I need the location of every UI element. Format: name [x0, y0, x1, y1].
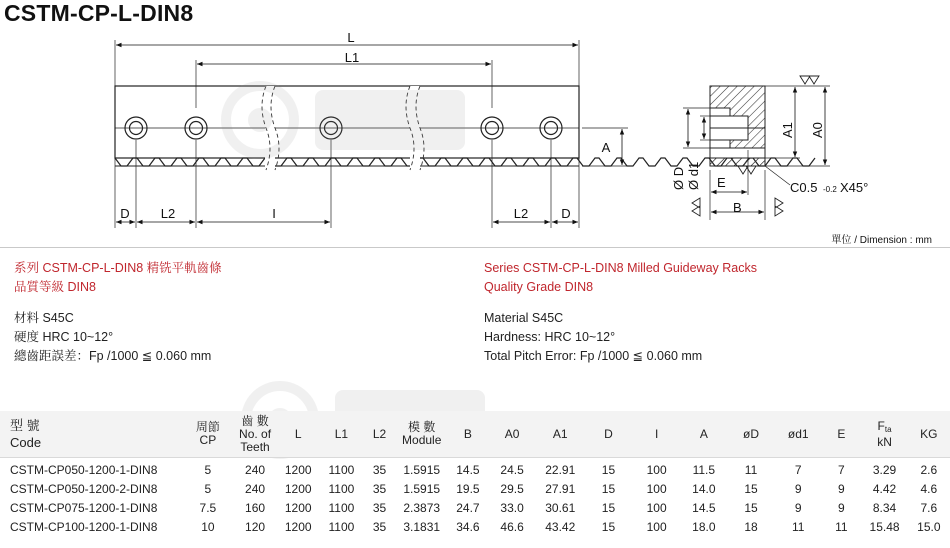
table-cell: 1200	[277, 458, 319, 480]
table-cell: 9	[838, 481, 845, 496]
pitch-error-en: Total Pitch Error: Fp /1000 ≦ 0.060 mm	[484, 349, 703, 363]
table-cell: 11	[835, 519, 848, 534]
table-cell: 35	[372, 481, 387, 496]
table-cell: 240	[245, 481, 266, 496]
table-cell: 43.42	[545, 519, 576, 534]
chamfer-angle: X45°	[840, 180, 869, 195]
col-code: 型 號 Code	[10, 418, 42, 450]
dim-label-L1: L1	[344, 50, 360, 65]
hardness-en: Hardness: HRC 10~12°	[484, 330, 616, 344]
table-header-row	[0, 411, 950, 458]
dim-label-phid1: Ø d1	[686, 161, 701, 190]
table-cell: 22.91	[536, 458, 584, 480]
table-row	[0, 517, 950, 536]
col-phiD: øD	[743, 426, 760, 441]
col-KG: KG	[920, 426, 938, 441]
table-cell: 3.29	[861, 458, 907, 480]
dimension-note: 單位 / Dimension : mm	[831, 235, 932, 246]
col-L1: L1	[334, 426, 349, 441]
series-title-en: Series CSTM-CP-L-DIN8 Milled Guideway Racks	[484, 261, 757, 275]
table-cell: 5	[204, 481, 212, 496]
table-cell: 1200	[284, 519, 312, 534]
table-cell: 27.91	[545, 481, 576, 496]
table-cell: 24.7	[456, 500, 480, 515]
col-cp: 周節 CP	[195, 420, 220, 447]
table-cell: 160	[245, 500, 266, 515]
table-cell: 5	[183, 458, 233, 480]
col-A0: A0	[504, 426, 520, 441]
table-cell: 3.1831	[403, 519, 441, 534]
table-row	[0, 498, 950, 517]
quality-grade-cn: 品質等級 DIN8	[14, 280, 96, 294]
table-cell: 15	[601, 481, 616, 496]
table-cell: 35	[372, 500, 387, 515]
table-cell: 14.5	[448, 458, 488, 480]
table-cell: 11	[791, 519, 805, 534]
section-divider	[0, 247, 950, 248]
table-cell: 30.61	[545, 500, 576, 515]
hardness-cn: 硬度 HRC 10~12°	[14, 330, 114, 344]
table-cell: 1100	[328, 519, 355, 534]
dim-label-A: A	[601, 140, 611, 155]
table-cell: 29.5	[500, 481, 524, 496]
col-E: E	[837, 426, 846, 441]
pitch-error-cn: 總齒距誤差：Fp /1000 ≦ 0.060 mm	[14, 349, 212, 363]
table-cell: 33.0	[500, 500, 524, 515]
table-cell: 100	[633, 458, 681, 480]
technical-drawing	[0, 0, 950, 245]
material-en: Material S45C	[484, 311, 564, 325]
table-cell: 35	[363, 458, 395, 480]
dim-label-L: L	[347, 30, 355, 45]
table-cell: 15	[744, 500, 758, 515]
table-cell: 14.0	[692, 481, 716, 496]
col-D: D	[604, 426, 613, 441]
table-cell: 15	[584, 458, 632, 480]
table-cell: 15.0	[917, 519, 941, 534]
row-code-cell: CSTM-CP050-1200-2-DIN8	[10, 481, 158, 496]
table-cell: 1200	[284, 500, 312, 515]
col-A: A	[699, 426, 708, 441]
table-cell: 18	[744, 519, 758, 534]
table-cell: 10	[201, 519, 215, 534]
col-phid1: ød1	[787, 426, 809, 441]
description-chinese	[14, 259, 222, 366]
table-cell: 19.5	[456, 481, 480, 496]
dim-label-D-left: D	[120, 206, 130, 221]
series-title-cn: 系列 CSTM-CP-L-DIN8 精铣平軌齒條	[14, 261, 222, 275]
chamfer-tolerance: -0.2	[823, 185, 837, 194]
table-cell: 24.5	[488, 458, 536, 480]
col-L: L	[294, 426, 302, 441]
table-cell: 15	[601, 519, 616, 534]
table-cell: 120	[245, 519, 266, 534]
table-cell: 34.6	[456, 519, 480, 534]
chamfer-label: C0.5	[790, 180, 818, 195]
table-cell: 2.6	[908, 458, 950, 480]
table-cell: 1.5915	[396, 458, 448, 480]
table-cell: 14.5	[692, 500, 716, 515]
table-cell: 1100	[319, 458, 363, 480]
table-cell: 7	[775, 458, 821, 480]
dim-label-A1: A1	[780, 122, 795, 138]
dim-label-E: E	[717, 175, 726, 190]
dim-label-A0: A0	[810, 122, 825, 138]
table-cell: 1100	[328, 500, 355, 515]
col-teeth: 齒 數 No. of Teeth	[239, 413, 272, 454]
table-cell: 15.48	[869, 519, 900, 534]
table-cell: 15	[744, 481, 758, 496]
dim-label-D-right: D	[561, 206, 571, 221]
col-B: B	[463, 426, 472, 441]
table-cell: 2.3873	[403, 500, 441, 515]
table-cell: 4.42	[872, 481, 897, 496]
table-cell: 18.0	[692, 519, 716, 534]
row-code-cell: CSTM-CP050-1200-1-DIN8	[0, 458, 183, 480]
rack-section-view	[710, 86, 765, 166]
table-cell: 15	[601, 500, 616, 515]
table-cell: 1100	[328, 481, 355, 496]
table-cell: 100	[646, 500, 667, 515]
table-cell: 7.5	[199, 500, 217, 515]
dim-label-phiD: Ø D	[671, 166, 686, 190]
table-cell: 4.6	[920, 481, 938, 496]
row-code-cell: CSTM-CP075-1200-1-DIN8	[10, 500, 158, 515]
table-cell: 7.6	[920, 500, 938, 515]
quality-grade-en: Quality Grade DIN8	[484, 280, 594, 294]
dim-label-I: I	[272, 206, 276, 221]
table-cell: 7	[821, 458, 861, 480]
table-cell: 9	[838, 500, 845, 515]
table-cell: 100	[646, 481, 667, 496]
page-title: CSTM-CP-L-DIN8	[4, 0, 194, 26]
table-cell: 11	[727, 458, 775, 480]
material-cn: 材料 S45C	[14, 311, 74, 325]
table-row	[0, 458, 950, 480]
col-module: 模 數 Module	[402, 420, 442, 447]
specification-table	[0, 411, 950, 536]
row-code-cell: CSTM-CP100-1200-1-DIN8	[10, 519, 158, 534]
table-cell: 11.5	[681, 458, 727, 480]
table-cell: 1.5915	[403, 481, 441, 496]
table-cell: 8.34	[872, 500, 897, 515]
table-cell: 1200	[284, 481, 312, 496]
dim-label-L2-right: L2	[513, 206, 529, 221]
col-I: I	[654, 426, 659, 441]
col-Fta: $F_{ta}$ kN	[877, 418, 892, 449]
dim-label-B: B	[733, 200, 742, 215]
description-english	[484, 259, 757, 366]
table-cell: 46.6	[500, 519, 524, 534]
table-cell: 35	[372, 519, 387, 534]
table-cell: 240	[233, 458, 277, 480]
table-cell: 9	[794, 500, 802, 515]
col-A1: A1	[552, 426, 568, 441]
table-row	[0, 479, 950, 498]
table-cell: 100	[646, 519, 667, 534]
dim-label-L2-left: L2	[160, 206, 176, 221]
col-L2: L2	[372, 426, 387, 441]
table-cell: 9	[794, 481, 802, 496]
